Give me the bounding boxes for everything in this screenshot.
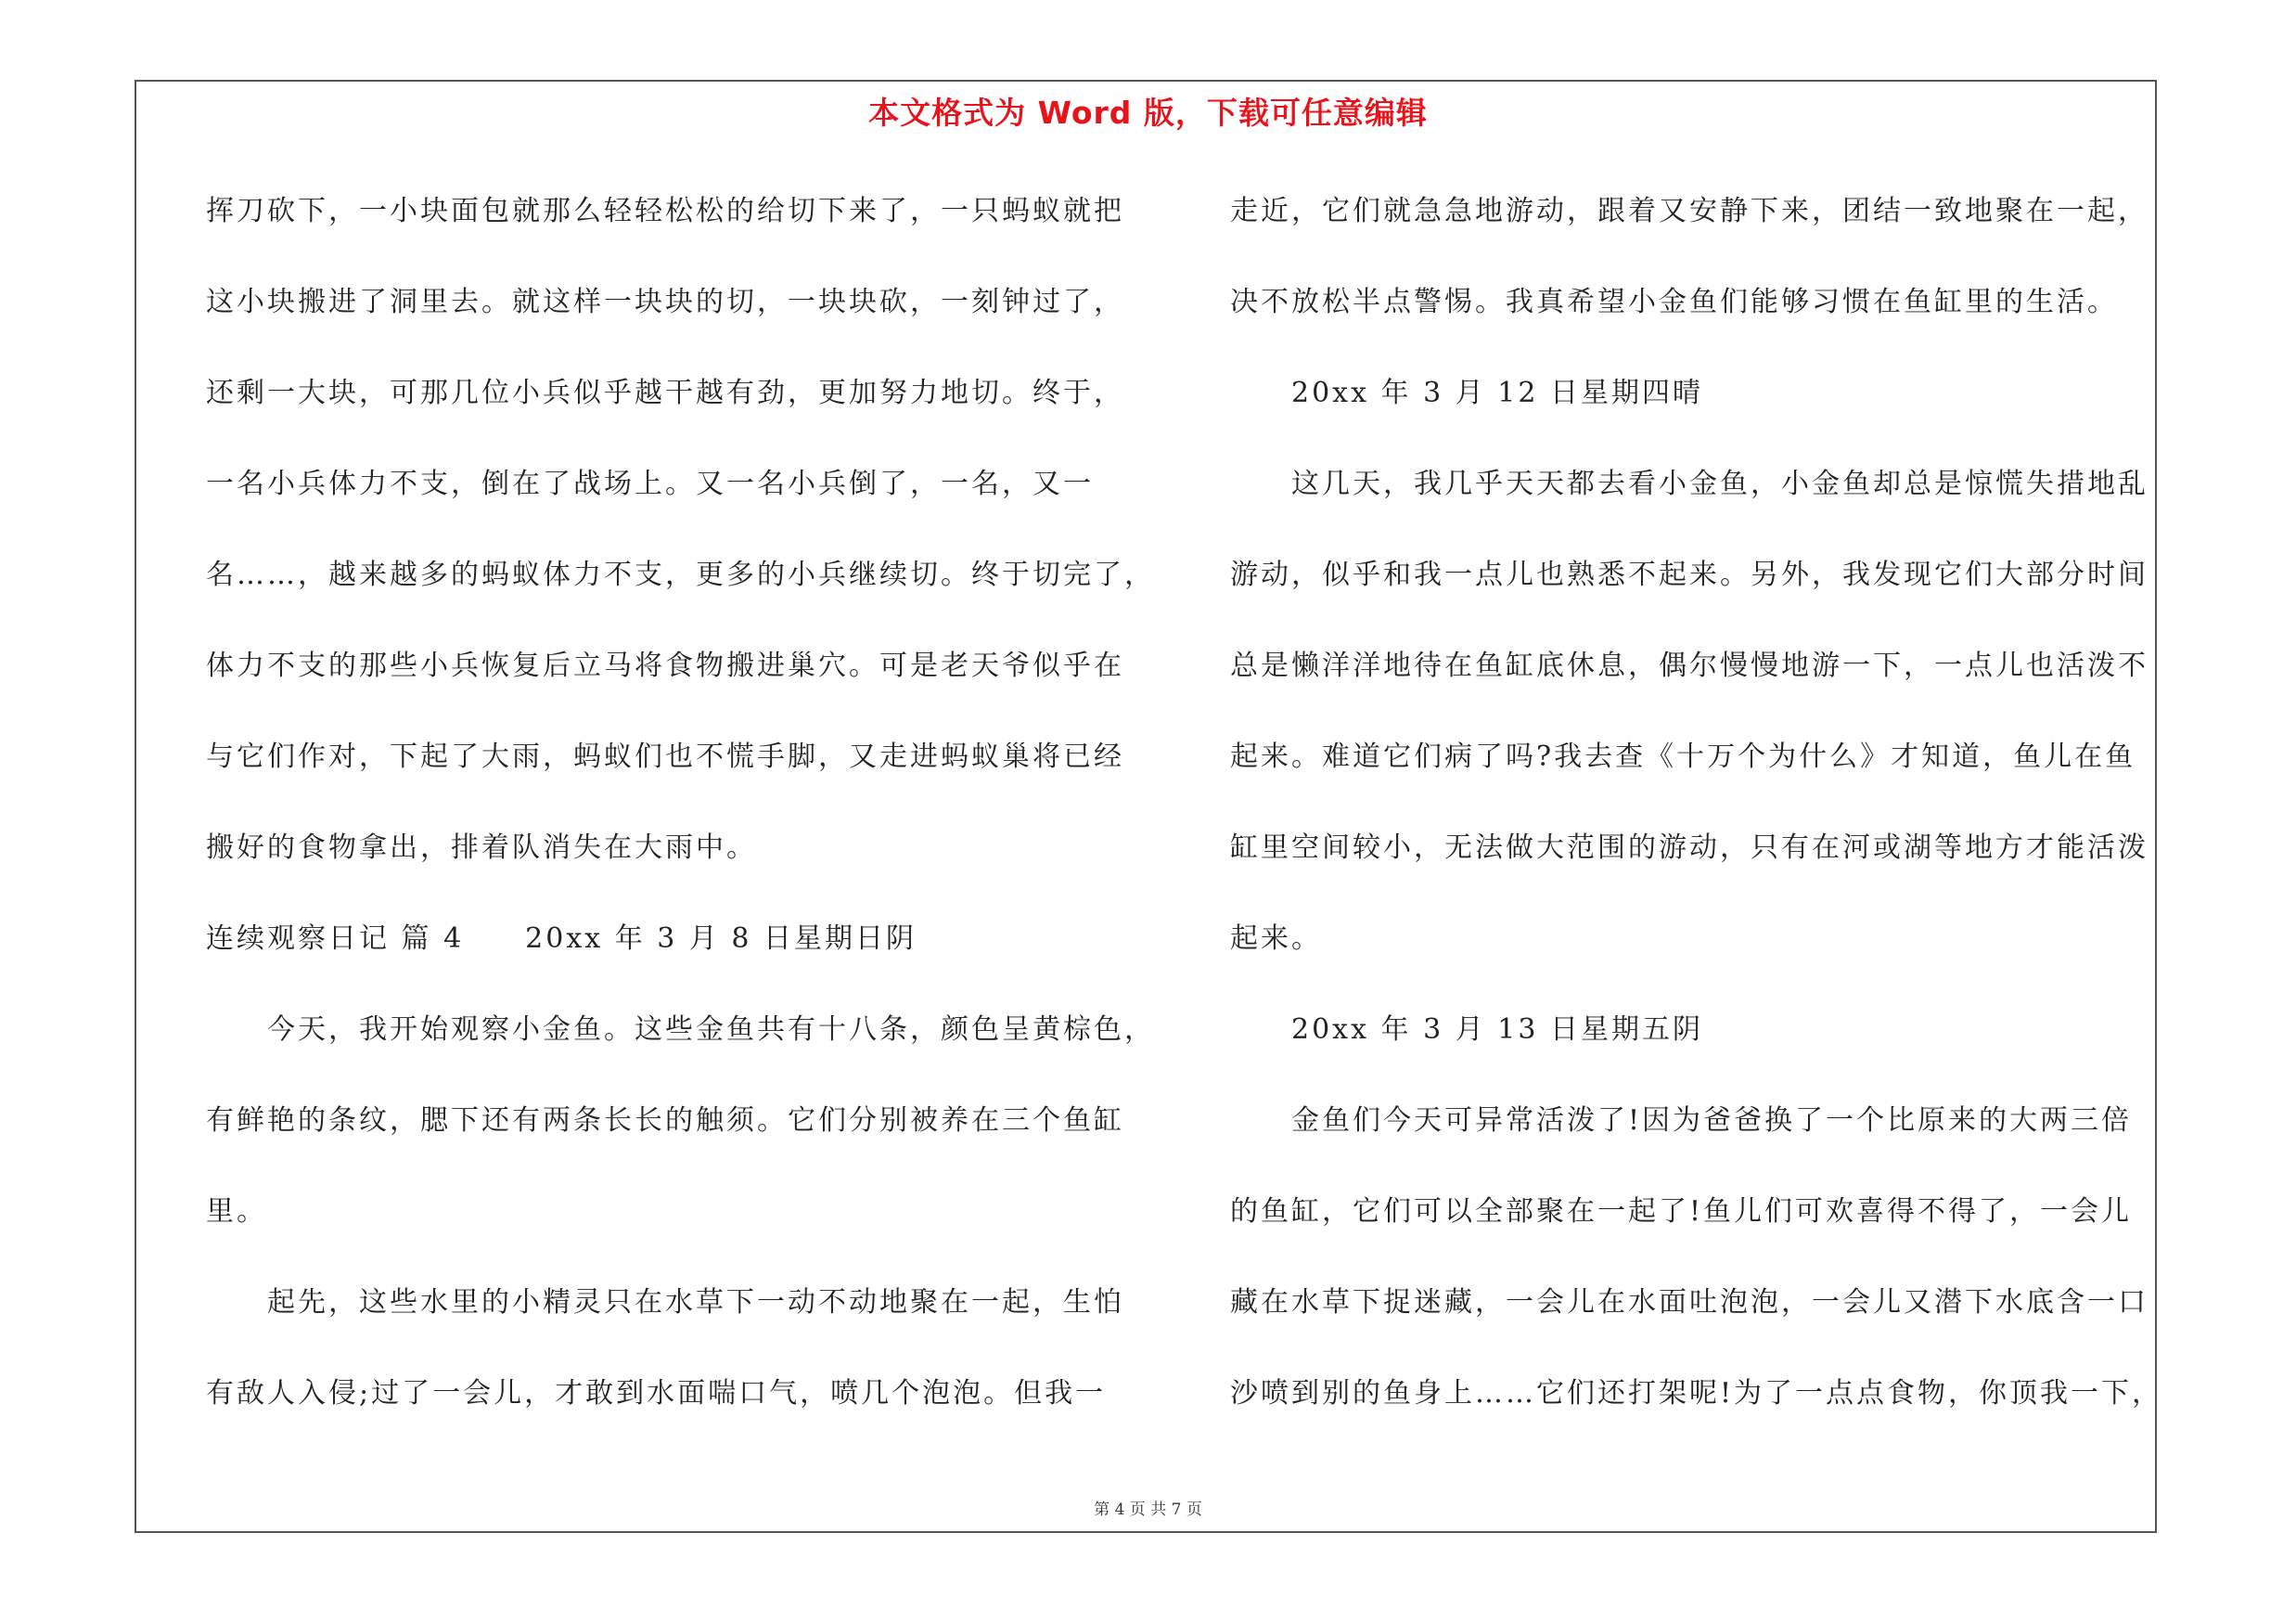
text-line: 金鱼们今天可异常活泼了!因为爸爸换了一个比原来的大两三倍: [1291, 1104, 2133, 1137]
text-line: 缸里空间较小，无法做大范围的游动，只有在河或湖等地方才能活泼: [1230, 831, 2148, 864]
section-date: 20xx 年 3 月 8 日星期日阴: [525, 922, 917, 955]
text-line: 藏在水草下捉迷藏，一会儿在水面吐泡泡，一会儿又潜下水底含一口: [1230, 1286, 2148, 1319]
text-line: 与它们作对，下起了大雨，蚂蚁们也不慌手脚，又走进蚂蚁巢将已经: [206, 741, 1124, 773]
text-line: 的鱼缸，它们可以全部聚在一起了!鱼儿们可欢喜得不得了，一会儿: [1230, 1195, 2133, 1228]
page-number: 第 4 页 共 7 页: [1094, 1501, 1202, 1519]
word-format-banner: 本文格式为 Word 版，下载可任意编辑: [868, 95, 1428, 131]
text-line: 挥刀砍下，一小块面包就那么轻轻松松的给切下来了，一只蚂蚁就把: [206, 195, 1124, 227]
text-line: 一名小兵体力不支，倒在了战场上。又一名小兵倒了，一名，又一: [206, 468, 1094, 500]
left-column: [206, 184, 1155, 1457]
text-line: 今天，我开始观察小金鱼。这些金鱼共有十八条，颜色呈黄棕色，: [267, 1013, 1155, 1046]
text-line: 游动，似乎和我一点儿也熟悉不起来。另外，我发现它们大部分时间: [1230, 559, 2148, 591]
text-line: 体力不支的那些小兵恢复后立马将食物搬进巢穴。可是老天爷似乎在: [206, 650, 1124, 682]
text-line: 总是懒洋洋地待在鱼缸底休息，偶尔慢慢地游一下，一点儿也活泼不: [1230, 650, 2148, 682]
diary-date: 20xx 年 3 月 13 日星期五阴: [1291, 1013, 1703, 1046]
section-title: 连续观察日记 篇 4: [206, 922, 465, 955]
text-line: 这几天，我几乎天天都去看小金鱼，小金鱼却总是惊慌失措地乱: [1291, 468, 2148, 500]
text-line: 起先，这些水里的小精灵只在水草下一动不动地聚在一起，生怕: [267, 1286, 1124, 1319]
text-line: 搬好的食物拿出，排着队消失在大雨中。: [206, 831, 757, 864]
text-line: 名……，越来越多的蚂蚁体力不支，更多的小兵继续切。终于切完了，: [206, 559, 1155, 591]
text-line: 走近，它们就急急地游动，跟着又安静下来，团结一致地聚在一起，: [1230, 195, 2148, 227]
diary-date: 20xx 年 3 月 12 日星期四晴: [1291, 377, 1703, 409]
text-line: 决不放松半点警惕。我真希望小金鱼们能够习惯在鱼缸里的生活。: [1230, 286, 2118, 318]
text-line: 起来。难道它们病了吗?我去查《十万个为什么》才知道，鱼儿在鱼: [1230, 741, 2136, 773]
text-line: 里。: [206, 1195, 267, 1228]
section-heading: [206, 911, 1152, 1002]
text-line: 这小块搬进了洞里去。就这样一块块的切，一块块砍，一刻钟过了，: [206, 286, 1124, 318]
right-column: [1230, 184, 2163, 1457]
text-line: 起来。: [1230, 922, 1322, 955]
text-line: 有鲜艳的条纹，腮下还有两条长长的触须。它们分别被养在三个鱼缸: [206, 1104, 1124, 1137]
text-line: 沙喷到别的鱼身上……它们还打架呢!为了一点点食物，你顶我一下，: [1230, 1377, 2163, 1410]
text-line: 还剩一大块，可那几位小兵似乎越干越有劲，更加努力地切。终于，: [206, 377, 1124, 409]
text-line: 有敌人入侵;过了一会儿，才敢到水面喘口气，喷几个泡泡。但我一: [206, 1377, 1107, 1410]
